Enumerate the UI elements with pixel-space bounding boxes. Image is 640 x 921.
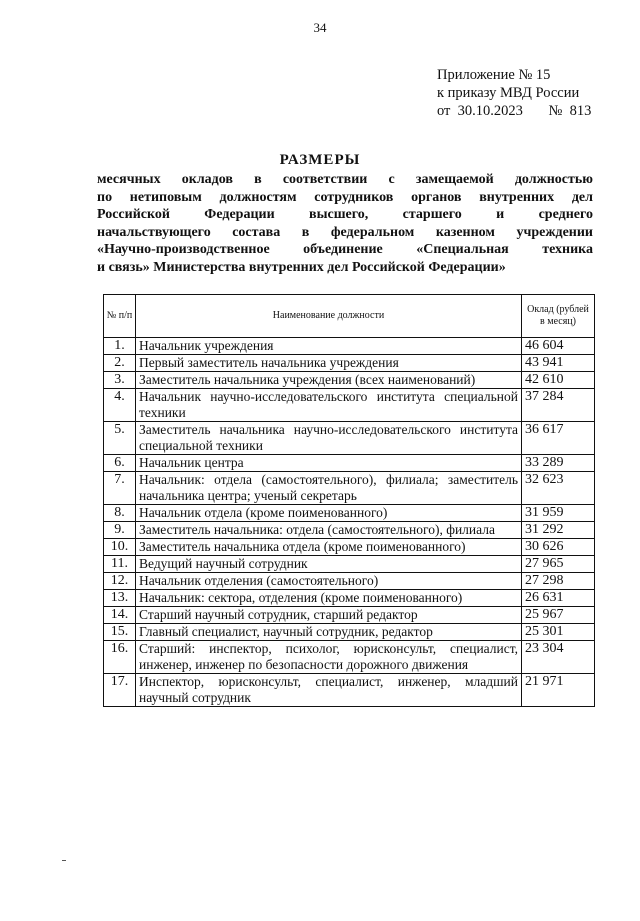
subheading-line: месячных окладов в соответствии с замещаемой должностью (97, 172, 593, 187)
table-row (104, 573, 595, 590)
table-row (104, 539, 595, 556)
row-salary: 36 617 (522, 422, 595, 455)
subheading-line: Российской Федерации высшего, старшего и среднего (97, 207, 593, 223)
table-row (104, 556, 595, 573)
row-position: Заместитель начальника научно-исследовательского института специальной техники (136, 422, 522, 455)
row-number: 3. (104, 372, 136, 389)
row-number: 13. (104, 590, 136, 607)
row-number: 17. (104, 674, 136, 707)
subheading-line: «Научно-производственное объединение «Специальная техника (97, 242, 593, 258)
row-number: 10. (104, 539, 136, 556)
table-row (104, 355, 595, 372)
salary-table (103, 294, 595, 707)
row-position: Начальник центра (136, 455, 522, 472)
row-position: Начальник: сектора, отделения (кроме поименованного) (136, 590, 522, 607)
row-position: Начальник учреждения (136, 338, 522, 355)
table-row (104, 372, 595, 389)
table-row (104, 522, 595, 539)
table-header-row (104, 295, 595, 338)
row-number: 12. (104, 573, 136, 590)
row-salary: 37 284 (522, 389, 595, 422)
row-salary: 46 604 (522, 338, 595, 355)
document-heading: РАЗМЕРЫ (279, 152, 361, 168)
header-salary: Оклад (рублей в месяц) (522, 295, 595, 338)
row-salary: 23 304 (522, 641, 595, 674)
date-prefix: от (437, 103, 451, 119)
row-position: Заместитель начальника: отдела (самостоятельного), филиала (136, 522, 522, 539)
row-salary: 42 610 (522, 372, 595, 389)
number-prefix: № (548, 103, 563, 119)
subheading-line: начальствующего состава в федеральном казенном учреждении (97, 224, 593, 240)
table-row (104, 389, 595, 422)
document-subheading (97, 171, 593, 277)
row-number: 6. (104, 455, 136, 472)
appendix-date-line (437, 102, 591, 120)
row-salary: 25 301 (522, 624, 595, 641)
row-number: 11. (104, 556, 136, 573)
table-row (104, 624, 595, 641)
row-position: Главный специалист, научный сотрудник, редактор (136, 624, 522, 641)
table-row (104, 641, 595, 674)
row-position: Первый заместитель начальника учреждения (136, 355, 522, 372)
table-row (104, 590, 595, 607)
header-name: Наименование должности (136, 295, 522, 338)
table-row (104, 505, 595, 522)
row-salary: 27 298 (522, 573, 595, 590)
order-number: 813 (569, 103, 592, 119)
row-salary: 31 959 (522, 505, 595, 522)
row-position: Начальник научно-исследовательского института специальной техники (136, 389, 522, 422)
row-salary: 43 941 (522, 355, 595, 372)
table-row (104, 455, 595, 472)
row-salary: 26 631 (522, 590, 595, 607)
row-salary: 27 965 (522, 556, 595, 573)
table-row (104, 338, 595, 355)
row-number: 1. (104, 338, 136, 355)
row-position: Ведущий научный сотрудник (136, 556, 522, 573)
appendix-block (437, 66, 591, 120)
row-position: Заместитель начальника учреждения (всех наименований) (136, 372, 522, 389)
table-row (104, 607, 595, 624)
row-salary: 31 292 (522, 522, 595, 539)
row-number: 5. (104, 422, 136, 455)
row-position: Начальник отдела (кроме поименованного) (136, 505, 522, 522)
row-salary: 32 623 (522, 472, 595, 505)
appendix-title: Приложение № 15 (437, 67, 551, 83)
appendix-order-ref: к приказу МВД России (437, 85, 580, 101)
subheading-line: по нетиповым должностям сотрудников органов внутренних дел (97, 189, 593, 205)
row-number: 8. (104, 505, 136, 522)
row-position: Заместитель начальника отдела (кроме поименованного) (136, 539, 522, 556)
row-number: 15. (104, 624, 136, 641)
row-number: 14. (104, 607, 136, 624)
row-number: 2. (104, 355, 136, 372)
row-salary: 21 971 (522, 674, 595, 707)
row-number: 16. (104, 641, 136, 674)
row-position: Старший: инспектор, психолог, юрисконсульт, специалист, инженер, инженер по безопасности дорожного движения (136, 641, 522, 674)
order-date: 30.10.2023 (457, 103, 523, 119)
header-num: № п/п (104, 295, 136, 338)
row-number: 4. (104, 389, 136, 422)
row-salary: 25 967 (522, 607, 595, 624)
subheading-line: и связь» Министерства внутренних дел Российской Федерации» (97, 259, 506, 275)
scan-mark (62, 860, 66, 861)
table-row (104, 472, 595, 505)
row-position: Старший научный сотрудник, старший редактор (136, 607, 522, 624)
table-row (104, 422, 595, 455)
row-salary: 33 289 (522, 455, 595, 472)
row-position: Начальник: отдела (самостоятельного), филиала; заместитель начальника центра; ученый секретарь (136, 472, 522, 505)
row-position: Инспектор, юрисконсульт, специалист, инженер, младший научный сотрудник (136, 674, 522, 707)
table-row (104, 674, 595, 707)
row-number: 7. (104, 472, 136, 505)
row-salary: 30 626 (522, 539, 595, 556)
row-position: Начальник отделения (самостоятельного) (136, 573, 522, 590)
page-number: 34 (313, 20, 327, 35)
row-number: 9. (104, 522, 136, 539)
